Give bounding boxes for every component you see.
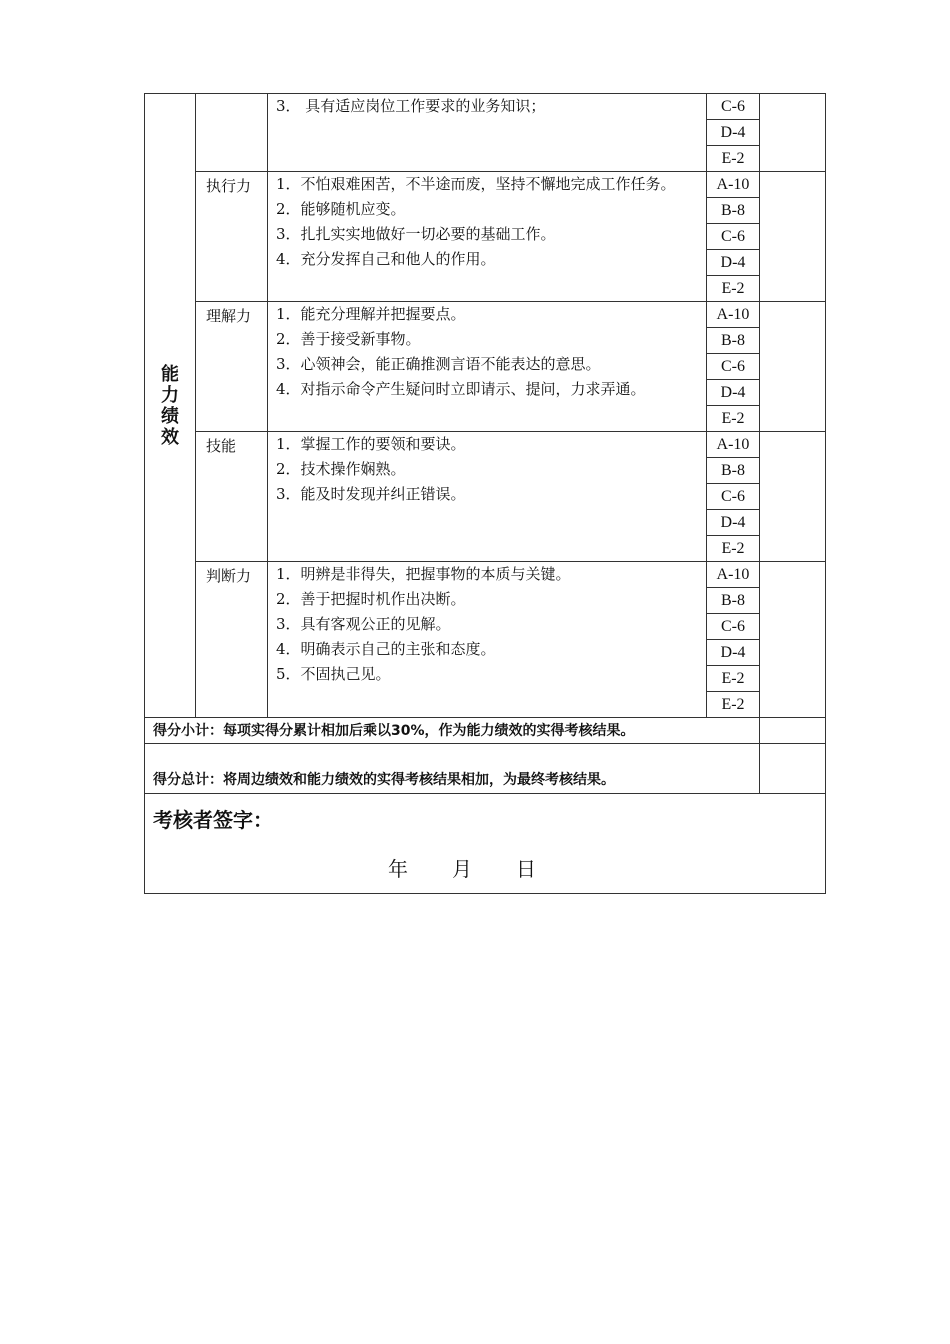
- grade-row: [145, 562, 826, 588]
- subtotal-score-cell[interactable]: [760, 718, 826, 744]
- score-input-cell[interactable]: [760, 302, 826, 432]
- score-input-cell[interactable]: [760, 432, 826, 562]
- ability-performance-table: [144, 93, 826, 894]
- grade-row: [145, 302, 826, 328]
- criterion-item: 3．扎扎实实地做好一切必要的基础工作。: [276, 225, 556, 243]
- grade-option: E-2: [707, 406, 760, 432]
- section-name: 技能: [196, 432, 268, 562]
- section-name: 执行力: [196, 172, 268, 302]
- criterion-item: 4．明确表示自己的主张和态度。: [276, 640, 496, 658]
- criterion-item: 2．技术操作娴熟。: [276, 460, 406, 478]
- criterion-item: 4．充分发挥自己和他人的作用。: [276, 250, 496, 268]
- grade-option: E-2: [707, 536, 760, 562]
- section-criteria: [268, 562, 707, 718]
- grade-option: E-2: [707, 692, 760, 718]
- grade-option: D-4: [707, 640, 760, 666]
- grade-option: C-6: [707, 484, 760, 510]
- category-char: 能: [161, 363, 179, 385]
- score-input-cell[interactable]: [760, 172, 826, 302]
- grade-option: B-8: [707, 588, 760, 614]
- total-row: [145, 744, 826, 794]
- criterion-item: 3． 具有适应岗位工作要求的业务知识；: [276, 97, 546, 115]
- date-year: 年: [388, 857, 408, 881]
- section-name: [196, 94, 268, 172]
- criterion-item: 5．不固执己见。: [276, 665, 391, 683]
- grade-option: B-8: [707, 328, 760, 354]
- grade-option: A-10: [707, 172, 760, 198]
- subtotal-note: [145, 718, 760, 744]
- criterion-item: 3．具有客观公正的见解。: [276, 615, 451, 633]
- grade-option: E-2: [707, 146, 760, 172]
- section-name: 理解力: [196, 302, 268, 432]
- score-input-cell[interactable]: [760, 562, 826, 718]
- subtotal-text: 每项实得分累计相加后乘以30%，作为能力绩效的实得考核结果。: [223, 722, 635, 739]
- grade-option: D-4: [707, 250, 760, 276]
- grade-option: A-10: [707, 432, 760, 458]
- section-criteria: [268, 302, 707, 432]
- section-criteria: [268, 172, 707, 302]
- criterion-item: 4．对指示命令产生疑问时立即请示、提问，力求弄通。: [276, 380, 646, 398]
- grade-option: B-8: [707, 198, 760, 224]
- category-cell: [145, 94, 196, 718]
- grade-option: C-6: [707, 224, 760, 250]
- category-char: 力: [161, 384, 179, 406]
- grade-option: C-6: [707, 614, 760, 640]
- subtotal-row: [145, 718, 826, 744]
- criterion-item: 3．能及时发现并纠正错误。: [276, 485, 466, 503]
- total-score-cell[interactable]: [760, 744, 826, 794]
- section-criteria: [268, 94, 707, 172]
- grade-option: C-6: [707, 94, 760, 120]
- section-criteria: [268, 432, 707, 562]
- grade-option: D-4: [707, 120, 760, 146]
- date-line: [388, 857, 536, 882]
- subtotal-prefix: 得分小计：: [153, 722, 223, 739]
- grade-option: B-8: [707, 458, 760, 484]
- criterion-item: 2．善于接受新事物。: [276, 330, 421, 348]
- total-note: [145, 744, 760, 794]
- criterion-item: 1．能充分理解并把握要点。: [276, 305, 466, 323]
- score-input-cell[interactable]: [760, 94, 826, 172]
- signature-cell[interactable]: [145, 794, 826, 894]
- criterion-item: 1．不怕艰难困苦，不半途而废，坚持不懈地完成工作任务。: [276, 175, 676, 193]
- grade-row: [145, 172, 826, 198]
- total-text: 将周边绩效和能力绩效的实得考核结果相加，为最终考核结果。: [223, 772, 615, 788]
- category-char: 效: [161, 426, 179, 448]
- appraisal-form-sheet: [144, 93, 825, 894]
- date-month: 月: [452, 857, 472, 881]
- criterion-item: 3．心领神会，能正确推测言语不能表达的意思。: [276, 355, 601, 373]
- total-prefix: 得分总计：: [153, 772, 223, 788]
- table-body: [145, 94, 826, 894]
- criterion-item: 2．能够随机应变。: [276, 200, 406, 218]
- grade-row: [145, 432, 826, 458]
- grade-option: D-4: [707, 510, 760, 536]
- grade-option: C-6: [707, 354, 760, 380]
- grade-option: E-2: [707, 276, 760, 302]
- category-char: 绩: [161, 405, 179, 427]
- grade-row: [145, 94, 826, 120]
- criterion-item: 1．明辨是非得失，把握事物的本质与关键。: [276, 565, 571, 583]
- grade-option: D-4: [707, 380, 760, 406]
- grade-option: A-10: [707, 302, 760, 328]
- section-name: 判断力: [196, 562, 268, 718]
- date-day: 日: [516, 857, 536, 881]
- criterion-item: 1．掌握工作的要领和要诀。: [276, 435, 466, 453]
- grade-option: E-2: [707, 666, 760, 692]
- signature-label: 考核者签字：: [153, 808, 273, 832]
- grade-option: A-10: [707, 562, 760, 588]
- criterion-item: 2．善于把握时机作出决断。: [276, 590, 466, 608]
- signature-row: [145, 794, 826, 894]
